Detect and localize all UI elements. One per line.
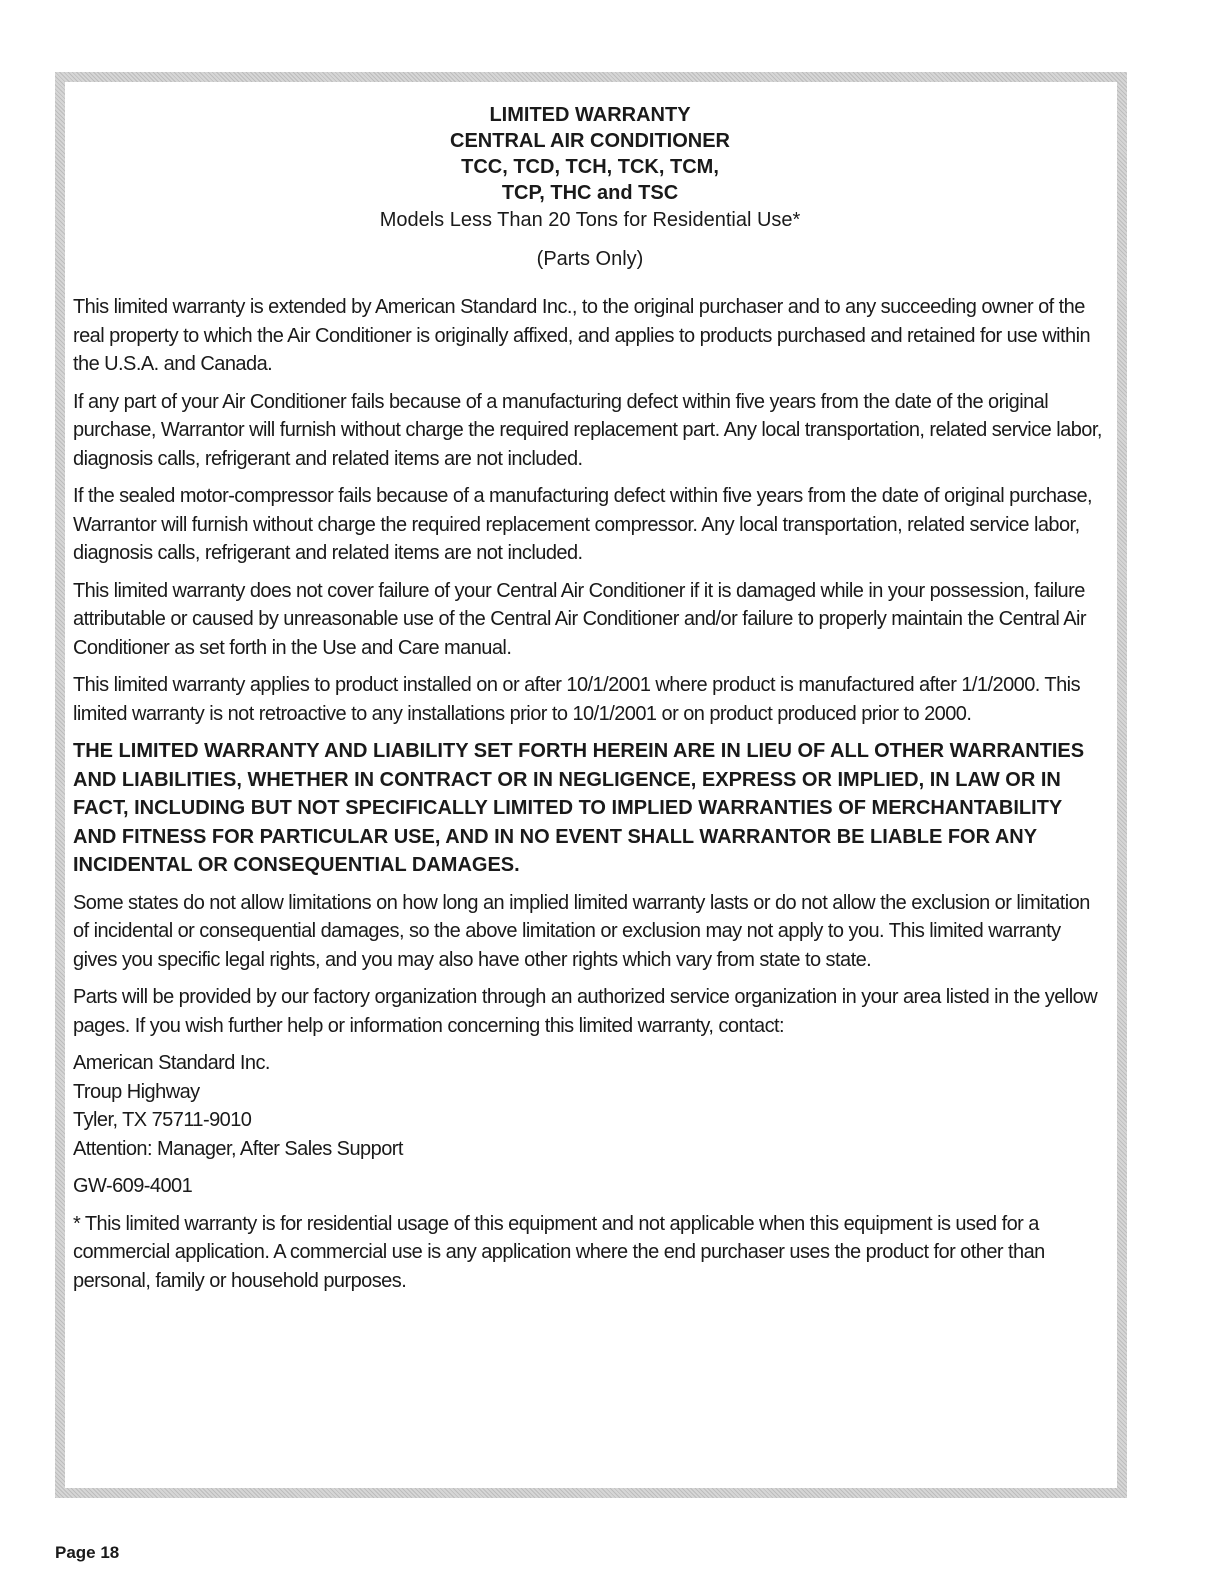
address-city: Tyler, TX 75711-9010 — [73, 1109, 252, 1131]
paragraph-dates: This limited warranty applies to product installed on or after 10/1/2001 where product is manufactured after 1/1/2000. This limited warranty is not retroactive to any installations prior to 10/1/2001 or on product produced prior to 2000. — [73, 674, 1081, 725]
heading-models-line-1: TCC, TCD, TCH, TCK, TCM, — [461, 156, 719, 178]
paragraph-parts: If any part of your Air Conditioner fails because of a manufacturing defect within five years from the date of the original purchase, Warrantor will furnish without charge the required replacement part. Any local transportation, related service labor, diagnosis calls, refrigerant and related items are not included. — [73, 390, 1102, 470]
heading-models-line-2: TCP, THC and TSC — [501, 182, 679, 204]
paragraph-compressor: If the sealed motor-compressor fails because of a manufacturing defect within five years from the date of original purchase, Warrantor will furnish without charge the required replacement compressor. Any local transportation, related service labor, diagnosis calls, refrigerant and related items are not included. — [73, 485, 1093, 564]
paragraph-exclusions: This limited warranty does not cover failure of your Central Air Conditioner if it is damaged while in your possession, failure attributable or caused by unreasonable use of the Central Air Conditioner and/or failure to properly maintain the Central Air Conditioner as set forth in the Use and Care manual. — [73, 579, 1086, 659]
contact-address — [73, 1049, 1107, 1163]
paragraph-coverage: This limited warranty is extended by American Standard Inc., to the original purchaser and to any succeeding owner of the real property to which the Air Conditioner is originally affixed, and applies to products purchased and retained for use within the U.S.A. and Canada. — [73, 296, 1091, 375]
heading-parts-only: (Parts Only) — [536, 248, 644, 270]
paragraph-state-rights: Some states do not allow limitations on how long an implied limited warranty lasts or do not allow the exclusion or limitation of incidental or consequential damages, so the above limitation or exclusion may not apply to you. This limited warranty gives you specific legal rights, and you may also have other rights which vary from state to state. — [73, 891, 1090, 971]
address-street: Troup Highway — [73, 1080, 200, 1103]
heading-title: LIMITED WARRANTY — [489, 104, 691, 126]
warranty-box — [65, 82, 1117, 1488]
warranty-heading — [73, 102, 1107, 273]
heading-subtitle: Models Less Than 20 Tons for Residential Use* — [379, 209, 801, 231]
heading-product: CENTRAL AIR CONDITIONER — [450, 130, 730, 152]
page-number: Page 18 — [55, 1543, 120, 1562]
warranty-border — [55, 72, 1127, 1498]
paragraph-disclaimer: THE LIMITED WARRANTY AND LIABILITY SET FORTH HEREIN ARE IN LIEU OF ALL OTHER WARRANTIES AND LIABILITIES, WHETHER IN CONTRACT OR IN NEGLIGENCE, EXPRESS OR IMPLIED, IN LAW OR IN FACT, INCLUDING BUT NOT SPECIFICALLY LIMITED TO IMPLIED WARRANTIES OF MERCHANTABILITY AND FITNESS FOR PARTICULAR USE, AND IN NO EVENT SHALL WARRANTOR BE LIABLE FOR ANY INCIDENTAL OR CONSEQUENTIAL DAMAGES. — [73, 740, 1085, 876]
footnote-residential: * This limited warranty is for residential usage of this equipment and not applicable when this equipment is used for a commercial application. A commercial use is any application where the end purchaser uses the product for other than personal, family or household purposes. — [73, 1212, 1045, 1292]
address-attention: Attention: Manager, After Sales Support — [73, 1137, 403, 1160]
form-number: GW-609-4001 — [73, 1175, 193, 1197]
paragraph-contact: Parts will be provided by our factory organization through an authorized service organization in your area listed in the yellow pages. If you wish further help or information concerning this limited warranty, contact: — [73, 986, 1098, 1037]
address-company: American Standard Inc. — [73, 1052, 270, 1074]
